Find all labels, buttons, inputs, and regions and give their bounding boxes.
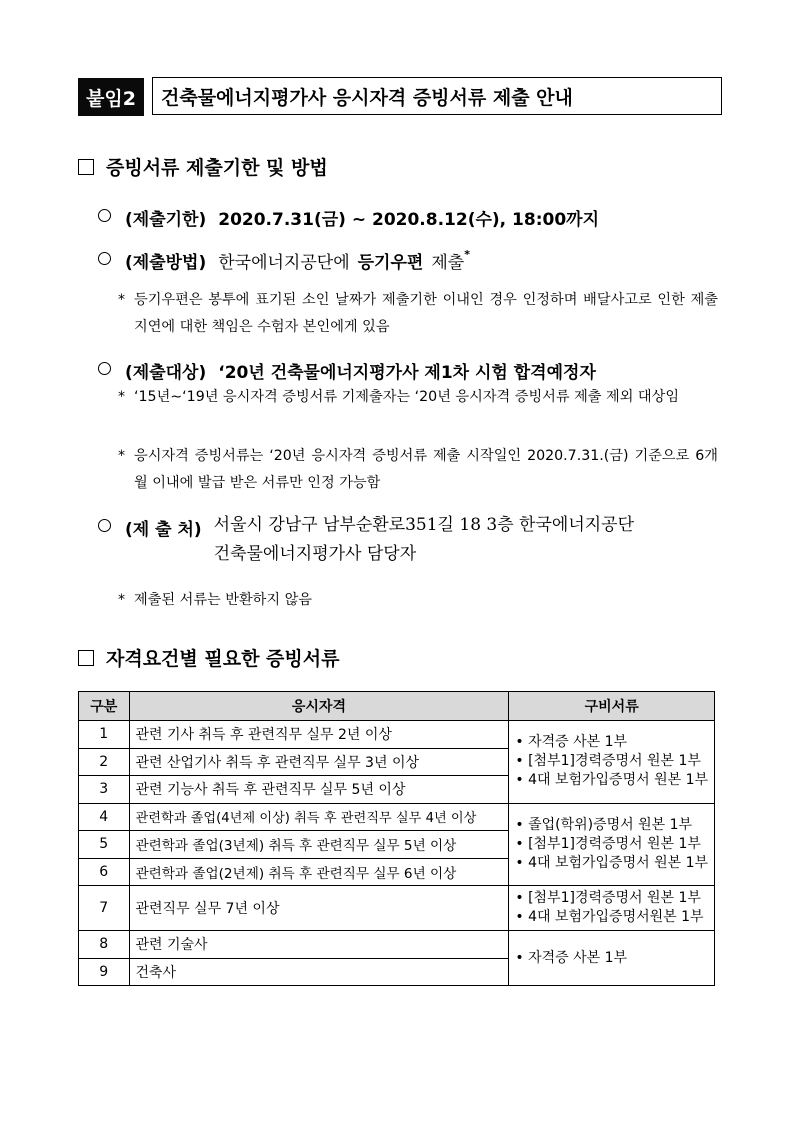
requirements-table: [78, 691, 715, 986]
target-item: [98, 358, 596, 383]
row-qualification: 관련학과 졸업(4년제 이상) 취득 후 관련직무 실무 4년 이상: [129, 803, 509, 831]
row-no: 8: [79, 931, 130, 959]
docs-group-4: [509, 931, 715, 986]
row-no: 3: [79, 776, 130, 804]
method-emphasis: 등기우편: [357, 253, 424, 273]
page-title-text: 건축물에너지평가사 응시자격 증빙서류 제출 안내: [161, 86, 573, 109]
doc-line: • 4대 보험가입증명서원본 1부: [515, 909, 704, 925]
section-heading-text: 자격요건별 필요한 증빙서류: [106, 648, 340, 670]
table-header-row: [79, 692, 715, 721]
note-star: *: [118, 448, 126, 464]
docs-group-2: [509, 803, 715, 886]
docs-group-3: [509, 886, 715, 931]
method-item: [98, 248, 470, 273]
docs-group-1: [509, 721, 715, 804]
target-label: (제출대상): [125, 363, 207, 383]
method-footnote-mark: *: [464, 248, 470, 261]
row-qualification: 관련 기능사 취득 후 관련직무 실무 5년 이상: [129, 776, 509, 804]
method-label: (제출방법): [125, 253, 207, 273]
target-value: ‘20년 건축물에너지평가사 제1차 시험 합격예정자: [218, 363, 596, 383]
place-item: [98, 515, 634, 569]
section-heading-documents: [78, 644, 339, 671]
circle-bullet-icon: [98, 519, 111, 532]
table-row: [79, 931, 715, 959]
doc-line: • 자격증 사본 1부: [515, 949, 628, 966]
table-row: [79, 721, 715, 749]
attachment-badge: 붙임2: [78, 78, 144, 116]
note-star: *: [118, 389, 126, 405]
row-qualification: 관련학과 졸업(3년제) 취득 후 관련직무 실무 5년 이상: [129, 831, 509, 859]
target-note-1: [118, 384, 718, 411]
doc-line: • [첨부1]경력증명서 원본 1부: [515, 753, 701, 770]
deadline-value: 2020.7.31(금) ~ 2020.8.12(수), 18:00까지: [218, 210, 600, 230]
header-documents: 구비서류: [509, 692, 715, 721]
circle-bullet-icon: [98, 362, 111, 375]
deadline-item: [98, 205, 599, 230]
doc-line: • 4대 보험가입증명서 원본 1부: [515, 854, 708, 871]
row-qualification: 건축사: [129, 958, 509, 986]
note-text: 응시자격 증빙서류는 ‘20년 응시자격 증빙서류 제출 시작일인 2020.7.31.(금) 기준으로 6개월 이내에 발급 받은 서류만 인정 가능함: [134, 448, 718, 491]
row-qualification: 관련직무 실무 7년 이상: [129, 886, 509, 931]
row-no: 9: [79, 958, 130, 986]
row-qualification: 관련 기사 취득 후 관련직무 실무 2년 이상: [129, 721, 509, 749]
doc-line: • 4대 보험가입증명서 원본 1부: [515, 772, 708, 789]
circle-bullet-icon: [98, 209, 111, 222]
square-bullet-icon: [78, 650, 94, 666]
table-row: [79, 803, 715, 831]
row-no: 1: [79, 721, 130, 749]
doc-line: • 졸업(학위)증명서 원본 1부: [515, 816, 693, 833]
method-post: 제출: [431, 253, 465, 273]
section-heading-text: 증빙서류 제출기한 및 방법: [106, 157, 328, 179]
row-no: 2: [79, 748, 130, 776]
place-address: [214, 511, 634, 569]
table-row: [79, 886, 715, 931]
target-note-2: [118, 443, 718, 497]
row-no: 6: [79, 858, 130, 886]
row-qualification: 관련 기술사: [129, 931, 509, 959]
deadline-label: (제출기한): [125, 210, 207, 230]
note-text: 등기우편은 봉투에 표기된 소인 날짜가 제출기한 이내인 경우 인정하며 배달사고로 인한 제출지연에 대한 책임은 수험자 본인에게 있음: [134, 292, 718, 335]
method-note: [118, 287, 718, 341]
note-star: *: [118, 592, 126, 608]
doc-line: • [첨부1]경력증명서 원본 1부: [515, 890, 701, 906]
page-title: [152, 77, 722, 115]
method-pre: 한국에너지공단에: [218, 253, 350, 273]
square-bullet-icon: [78, 159, 94, 175]
row-no: 4: [79, 803, 130, 831]
place-line-2: 건축물에너지평가사 담당자: [213, 544, 417, 564]
place-note: [118, 587, 718, 614]
row-qualification: 관련학과 졸업(2년제) 취득 후 관련직무 실무 6년 이상: [129, 858, 509, 886]
note-text: 제출된 서류는 반환하지 않음: [134, 592, 312, 608]
note-star: *: [118, 292, 126, 308]
header-qualification: 응시자격: [129, 692, 509, 721]
doc-line: • 자격증 사본 1부: [515, 734, 628, 751]
place-line-1: 서울시 강남구 남부순환로351길 18 3층 한국에너지공단: [213, 515, 635, 535]
doc-line: • [첨부1]경력증명서 원본 1부: [515, 835, 701, 852]
circle-bullet-icon: [98, 252, 111, 265]
row-qualification: 관련 산업기사 취득 후 관련직무 실무 3년 이상: [129, 748, 509, 776]
row-no: 7: [79, 886, 130, 931]
place-label: (제 출 처): [125, 520, 202, 540]
note-text: ‘15년∼‘19년 응시자격 증빙서류 기제출자는 ‘20년 응시자격 증빙서류 제출 제외 대상임: [134, 389, 680, 405]
row-no: 5: [79, 831, 130, 859]
section-heading-deadline: [78, 153, 328, 180]
header-no: 구분: [79, 692, 130, 721]
